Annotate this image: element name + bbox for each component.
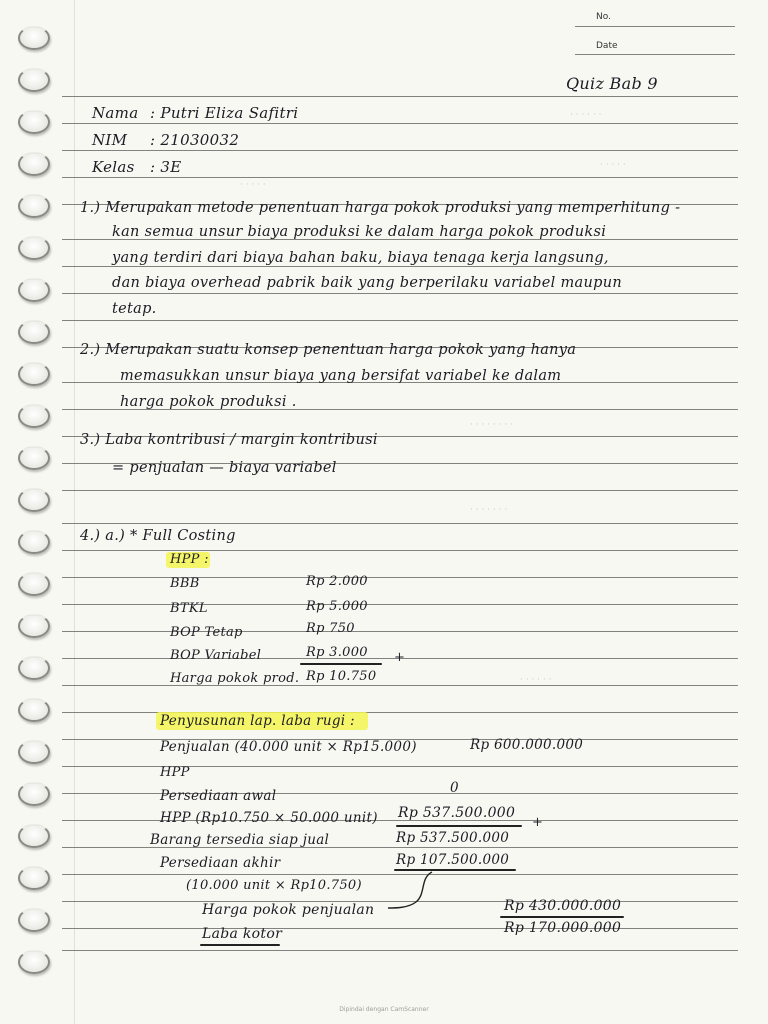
hpp-item-label: BBB xyxy=(170,576,200,591)
ring-icon xyxy=(18,488,50,512)
laba-underline xyxy=(200,944,280,946)
quiz-title: Quiz Bab 9 xyxy=(566,74,658,93)
laba-kotor-value: Rp 170.000.000 xyxy=(504,920,622,936)
persediaan-akhir-calc: (10.000 unit × Rp10.750) xyxy=(186,878,362,893)
persediaan-akhir-label: Persediaan akhir xyxy=(160,855,281,871)
ring-icon xyxy=(18,530,50,554)
hpp-item-label: BOP Tetap xyxy=(170,625,243,640)
scanner-footer: Dipindai dengan CamScanner xyxy=(339,1006,429,1013)
laba-kotor-label: Laba kotor xyxy=(202,926,283,942)
answer-3-line: 3.) Laba kontribusi / margin kontribusi xyxy=(80,432,378,448)
ring-icon xyxy=(18,68,50,92)
penjualan-value: Rp 600.000.000 xyxy=(470,737,584,753)
ruled-line xyxy=(62,293,738,294)
ruled-line xyxy=(62,550,738,551)
hpp-item-value: Rp 10.750 xyxy=(306,669,377,684)
kelas-value: : 3E xyxy=(150,158,182,176)
plus-sign: + xyxy=(394,650,406,665)
hpp-item-value: Rp 5.000 xyxy=(306,599,368,614)
barang-label: Barang tersedia siap jual xyxy=(150,832,330,848)
hpp-item-label: BOP Variabel xyxy=(170,648,262,663)
no-rule xyxy=(575,26,735,27)
ruled-line xyxy=(62,150,738,151)
ruled-line xyxy=(62,177,738,178)
hpp-item-label: Harga pokok prod. xyxy=(170,671,300,686)
bleed-through: · · · · · · xyxy=(520,675,552,685)
ring-icon xyxy=(18,194,50,218)
ring-icon xyxy=(18,320,50,344)
ring-icon xyxy=(18,614,50,638)
ruled-line xyxy=(62,604,738,605)
bleed-through: · · · · · xyxy=(600,160,626,170)
ring-icon xyxy=(18,866,50,890)
answer-2-line: 2.) Merupakan suatu konsep penentuan harga pokok yang hanya xyxy=(80,342,577,358)
hpp-calc-label: HPP (Rp10.750 × 50.000 unit) xyxy=(160,810,378,826)
ruled-line xyxy=(62,490,738,491)
bleed-through: · · · · · · · xyxy=(470,505,508,515)
sum-underline xyxy=(396,825,522,827)
ruled-line xyxy=(62,928,738,929)
hpp-calc-value: Rp 537.500.000 xyxy=(398,805,516,821)
ring-icon xyxy=(18,236,50,260)
arrow-icon xyxy=(380,868,440,918)
ruled-line xyxy=(62,266,738,267)
ring-icon xyxy=(18,572,50,596)
ring-icon xyxy=(18,446,50,470)
ring-icon xyxy=(18,110,50,134)
persediaan-awal-label: Persediaan awal xyxy=(160,788,277,804)
answer-1-line: kan semua unsur biaya produksi ke dalam harga pokok produksi xyxy=(112,224,607,240)
ring-icon xyxy=(18,782,50,806)
no-label: No. xyxy=(596,12,611,22)
hpp-section-label: HPP xyxy=(160,765,190,780)
ring-icon xyxy=(18,908,50,932)
ruled-line xyxy=(62,320,738,321)
bleed-through: · · · · · · xyxy=(570,110,602,120)
ring-icon xyxy=(18,698,50,722)
sum-underline xyxy=(500,916,624,918)
hpp-item-value: Rp 3.000 xyxy=(306,645,368,660)
laporan-heading: Penyusunan lap. laba rugi : xyxy=(160,713,355,729)
ring-icon xyxy=(18,278,50,302)
ring-icon xyxy=(18,824,50,848)
ruled-line xyxy=(62,96,738,97)
sum-underline xyxy=(300,663,382,665)
ring-icon xyxy=(18,656,50,680)
answer-1-line: dan biaya overhead pabrik baik yang berperilaku variabel maupun xyxy=(112,275,622,291)
margin-line xyxy=(74,0,75,1024)
hpp-penjualan-label: Harga pokok penjualan xyxy=(202,902,375,918)
ruled-line xyxy=(62,577,738,578)
answer-4-heading: 4.) a.) * Full Costing xyxy=(80,528,236,544)
ruled-line xyxy=(62,123,738,124)
nim-value: : 21030032 xyxy=(150,131,240,149)
ring-icon xyxy=(18,26,50,50)
ring-icon xyxy=(18,740,50,764)
persediaan-akhir-value: Rp 107.500.000 xyxy=(396,852,510,868)
date-label: Date xyxy=(596,41,618,51)
answer-2-line: memasukkan unsur biaya yang bersifat variabel ke dalam xyxy=(120,368,562,384)
bleed-through: · · · · · xyxy=(240,180,266,190)
hpp-item-value: Rp 2.000 xyxy=(306,574,368,589)
ring-icon xyxy=(18,152,50,176)
ruled-line xyxy=(62,523,738,524)
persediaan-awal-value: 0 xyxy=(450,780,459,796)
spiral-binding xyxy=(18,18,58,998)
barang-value: Rp 537.500.000 xyxy=(396,830,510,846)
nim-label: NIM xyxy=(92,131,128,149)
hpp-item-value: Rp 750 xyxy=(306,621,355,636)
nama-label: Nama xyxy=(92,104,139,122)
answer-1-line: tetap. xyxy=(112,301,157,317)
nama-value: : Putri Eliza Safitri xyxy=(150,104,299,122)
hpp-penjualan-value: Rp 430.000.000 xyxy=(504,898,622,914)
ruled-line xyxy=(62,685,738,686)
ring-icon xyxy=(18,362,50,386)
ruled-line xyxy=(62,950,738,951)
answer-2-line: harga pokok produksi . xyxy=(120,394,297,410)
bleed-through: · · · · · · · · xyxy=(470,420,513,430)
ring-icon xyxy=(18,950,50,974)
answer-3-line: = penjualan — biaya variabel xyxy=(112,460,337,476)
ring-icon xyxy=(18,404,50,428)
penjualan-label: Penjualan (40.000 unit × Rp15.000) xyxy=(160,739,417,755)
hpp-label: HPP : xyxy=(170,552,209,567)
ruled-line xyxy=(62,631,738,632)
plus-sign: + xyxy=(532,815,544,830)
date-rule xyxy=(575,54,735,55)
answer-1-line: yang terdiri dari biaya bahan baku, biaya tenaga kerja langsung, xyxy=(112,250,609,266)
answer-1-line: 1.) Merupakan metode penentuan harga pokok produksi yang memperhitung - xyxy=(80,200,681,216)
hpp-item-label: BTKL xyxy=(170,601,208,616)
kelas-label: Kelas xyxy=(92,158,135,176)
